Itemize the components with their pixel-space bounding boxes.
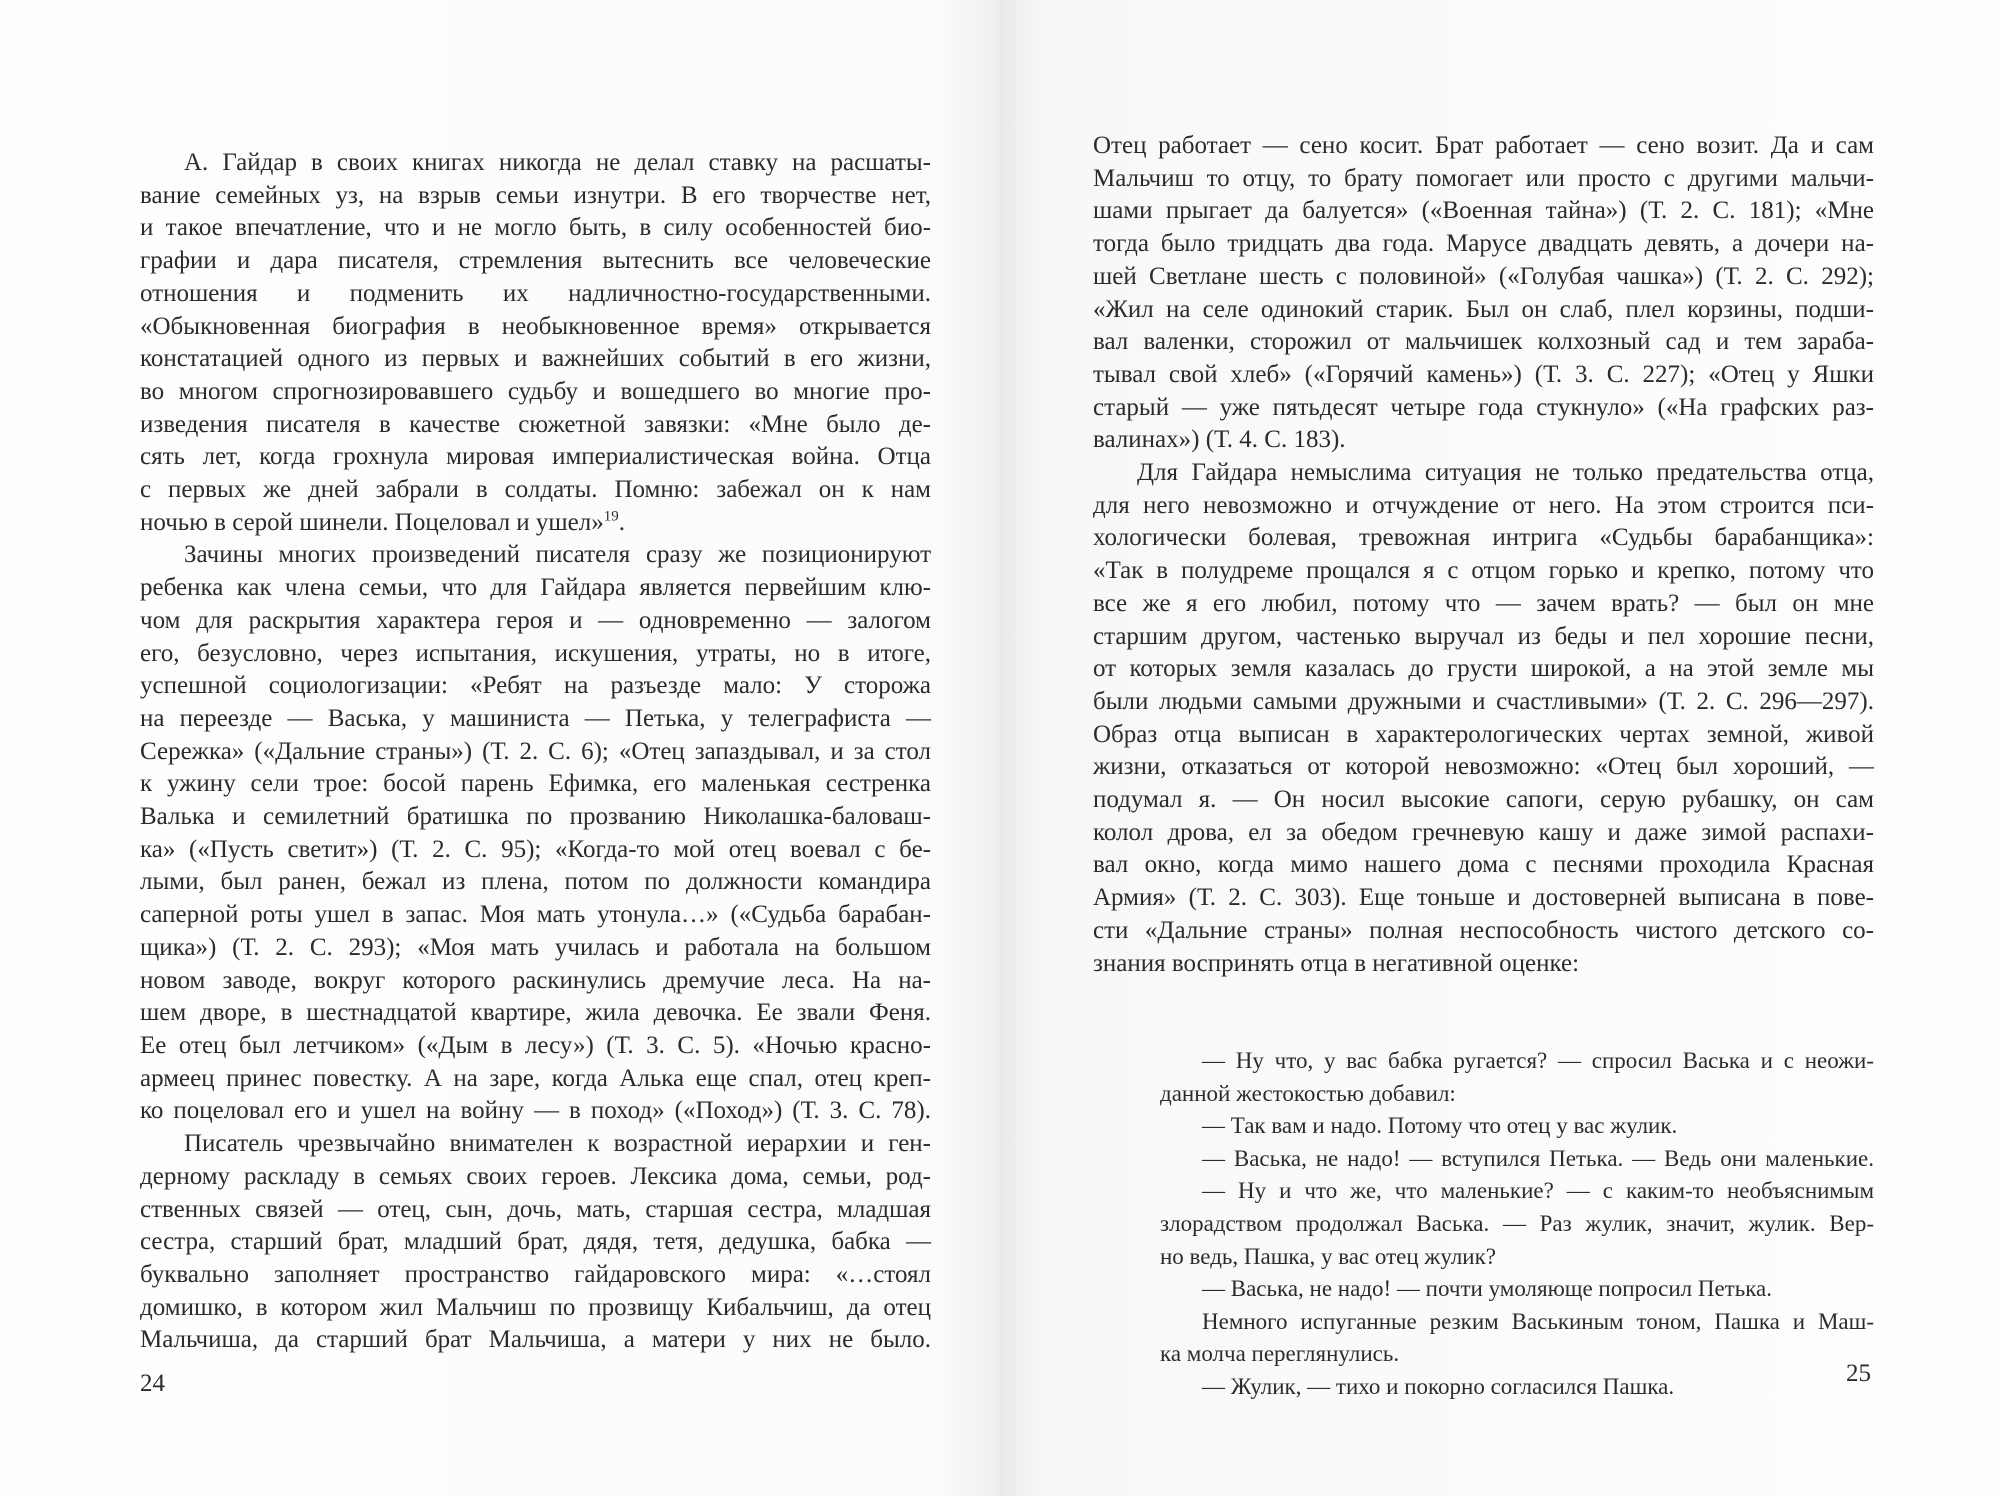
text-line: для него невозможно и отчуждение от него. На этом строится пси- [1093,491,1874,519]
text-line: Образ отца выписан в характерологических чертах земной, живой [1093,720,1874,748]
text-line: Немного испуганные резким Васькиным тоном, Пашка и Маш- [1202,1308,1874,1334]
text-line: во многом спрогнозировавшего судьбу и вошедшего во многие про- [140,377,931,405]
text-line: подумал я. — Он носил высокие сапоги, серую рубашку, он сам [1093,786,1874,814]
paragraph [140,539,931,1128]
left-page-body [140,147,931,1357]
text-line: сти «Дальние страны» полная неспособность чистого детского со- [1093,916,1874,944]
text-line: вание семейных уз, на взрыв семьи изнутри. В его творчестве нет, [140,181,931,209]
text-line: «Так в полудреме прощался я с отцом горько и крепко, потому что [1093,557,1874,585]
text-line: буквально заполняет пространство гайдаровского мира: «…стоял [140,1260,931,1288]
text-line: ребенка как члена семьи, что для Гайдара является первейшим клю- [140,574,931,602]
paragraph [140,147,931,539]
paragraph [1160,1143,1874,1176]
text-line: Валька и семилетний братишка по прозванию Николашка-баловаш- [140,803,931,831]
text-line: ка» («Пусть светит») (Т. 2. С. 95); «Когда-то мой отец воевал с бе- [140,835,931,863]
text-line: знания воспринять отца в негативной оценке: [1093,949,1580,977]
text-line: ка молча переглянулись. [1160,1341,1400,1367]
text-line: ко поцеловал его и ушел на войну — в поход» («Поход») (Т. 3. С. 78). [140,1097,931,1125]
text-line: Мальчиш то отцу, то брату помогает или просто с другими мальчи- [1093,164,1874,192]
text-line: вал окно, когда мимо нашего дома с песнями проходила Красная [1093,851,1874,879]
text-line: — Ну и что же, что маленькие? — с каким-то необъяснимым [1202,1178,1874,1204]
text-line: Ее отец был летчиком» («Дым в лесу») (Т. 3. С. 5). «Ночью красно- [140,1031,931,1059]
text-line-tail: . [618,508,625,536]
text-line: сестра, старший брат, младший брат, дядя, тетя, дедушка, бабка — [140,1228,931,1256]
text-line-segment: ночью в серой шинели. Поцеловал и ушел» [140,508,604,536]
text-line: «Обыкновенная биография в необыкновенное время» открывается [140,312,931,340]
page-number-left: 24 [140,1370,165,1397]
text-line: шем дворе, в шестнадцатой квартире, жила девочка. Ее звали Феня. [140,999,931,1027]
text-line: графии и дара писателя, стремления вытеснить все человеческие [140,247,931,275]
text-line: шами прыгает да балуется» («Военная тайна») (Т. 2. С. 181); «Мне [1093,197,1874,225]
paragraph [140,1128,931,1357]
text-line: старый — уже пятьдесят четыре года стукнуло» («На графских раз- [1093,393,1874,421]
text-line: дерному раскладу в семьях своих героев. Лексика дома, семьи, род- [140,1162,931,1190]
text-line: изведения писателя в качестве сюжетной завязки: «Мне было де- [140,410,931,438]
text-line: домишко, в котором жил Мальчиш по прозвищу Кибальчиш, да отец [140,1293,931,1321]
text-line: А. Гайдар в своих книгах никогда не делал ставку на расшаты- [184,149,931,176]
text-line: старшим другом, частенько выручал из беды и пел хорошие песни, [1093,622,1874,650]
footnote-marker: 19 [603,508,619,525]
text-line: «Жил на селе одинокий старик. Был он слаб, плел корзины, подши- [1093,295,1874,323]
right-page [1000,0,2000,1496]
paragraph [1160,1306,1874,1371]
text-line: — Так вам и надо. Потому что отец у вас жулик. [1202,1113,1678,1139]
text-line: отношения и подменить их надличностно-государственными. [140,279,931,307]
text-line: Для Гайдара немыслима ситуация не только предательства отца, [1137,459,1874,487]
text-line: колол дрова, ел за обедом гречневую кашу и даже зимой распахи- [1093,818,1874,846]
text-line: были людьми самыми дружными и счастливыми» (Т. 2. С. 296—297). [1093,687,1874,715]
text-line: Сережка» («Дальние страны») (Т. 2. С. 6); «Отец запаздывал, и за стол [140,737,931,765]
text-line: констатацией одного из первых и важнейших событий в его жизни, [140,345,931,373]
right-page-body [1093,130,1874,980]
text-line: к ужину сели трое: босой парень Ефимка, его маленькая сестренка [140,770,931,798]
text-line: Отец работает — сено косит. Брат работает — сено возит. Да и сам [1093,132,1874,159]
text-line: саперной роты ушел в запас. Моя мать утонула…» («Судьба барабан- [140,901,931,929]
paragraph [1160,1175,1874,1273]
text-line: — Васька, не надо! — почти умоляюще попросил Петька. [1202,1276,1773,1302]
text-line: все же я его любил, потому что — зачем врать? — был он мне [1093,589,1874,617]
text-line: от которых земля казалась до грусти широкой, а на этой земле мы [1093,655,1874,683]
paragraph [1160,1371,1874,1404]
text-line: хологически болевая, тревожная интрига «Судьбы барабанщика»: [1093,524,1874,552]
text-line: тогда было тридцать два года. Марусе двадцать девять, а дочери на- [1093,230,1874,258]
text-line: — Ну что, у вас бабка ругается? — спросил Васька и с неожи- [1202,1048,1874,1073]
text-line: чом для раскрытия характера героя и — одновременно — залогом [140,606,931,634]
text-line: шей Светлане шесть с половиной» («Голубая чашка») (Т. 2. С. 292); [1093,262,1874,290]
text-line: Зачины многих произведений писателя сразу же позиционируют [184,541,931,569]
text-line: вал валенки, сторожил от мальчишек колхозный сад и тем зараба- [1093,328,1874,356]
paragraph [1093,457,1874,980]
text-line [140,507,931,540]
dialogue-quote-block [1160,1045,1874,1404]
text-line: злорадством продолжал Васька. — Раз жулик, значит, жулик. Вер- [1160,1210,1874,1236]
paragraph [1160,1110,1874,1143]
paragraph [1093,130,1874,457]
text-line: с первых же дней забрали в солдаты. Помню: забежал он к нам [140,476,931,504]
text-line: Мальчиша, да старший брат Мальчиша, а матери у них не было. [140,1326,931,1354]
text-line: — Васька, не надо! — вступился Петька. — Ведь они маленькие. [1202,1145,1874,1171]
text-line: армеец принес повестку. А на заре, когда Алька еще спал, отец креп- [140,1064,931,1092]
text-line: жизни, отказаться от которой невозможно: «Отец был хороший, — [1093,753,1874,781]
text-line: его, безусловно, через испытания, искушения, утраты, но в итоге, [140,639,931,667]
text-line: на переезде — Васька, у машиниста — Петька, у телеграфиста — [140,704,931,732]
text-line: — Жулик, — тихо и покорно согласился Пашка. [1202,1373,1675,1399]
text-line: Писатель чрезвычайно внимателен к возрастной иерархии и ген- [184,1130,931,1158]
text-line: ственных связей — отец, сын, дочь, мать, старшая сестра, младшая [140,1195,931,1223]
text-line: и такое впечатление, что и не могло быть, в силу особенностей био- [140,214,931,242]
paragraph [1160,1273,1874,1306]
text-line: лыми, был ранен, бежал из плена, потом по должности командира [140,868,931,896]
text-line: сять лет, когда грохнула мировая империалистическая война. Отца [140,443,931,471]
text-line: данной жестокостью добавил: [1160,1080,1456,1106]
text-line: валинах») (Т. 4. С. 183). [1093,426,1346,454]
paragraph [1160,1045,1874,1110]
page-number-right: 25 [1846,1360,1871,1387]
text-line: успешной социологизации: «Ребят на разъезде мало: У сторожа [140,672,931,700]
text-line: новом заводе, вокруг которого раскинулись дремучие леса. На на- [140,966,931,994]
text-line: тывал свой хлеб» («Горячий камень») (Т. 3. С. 227); «Отец у Яшки [1093,360,1874,388]
text-line: щика») (Т. 2. С. 293); «Моя мать училась и работала на большом [140,933,931,961]
text-line: Армия» (Т. 2. С. 303). Еще тоньше и достоверней выписана в пове- [1093,884,1874,912]
text-line: но ведь, Пашка, у вас отец жулик? [1160,1243,1496,1269]
